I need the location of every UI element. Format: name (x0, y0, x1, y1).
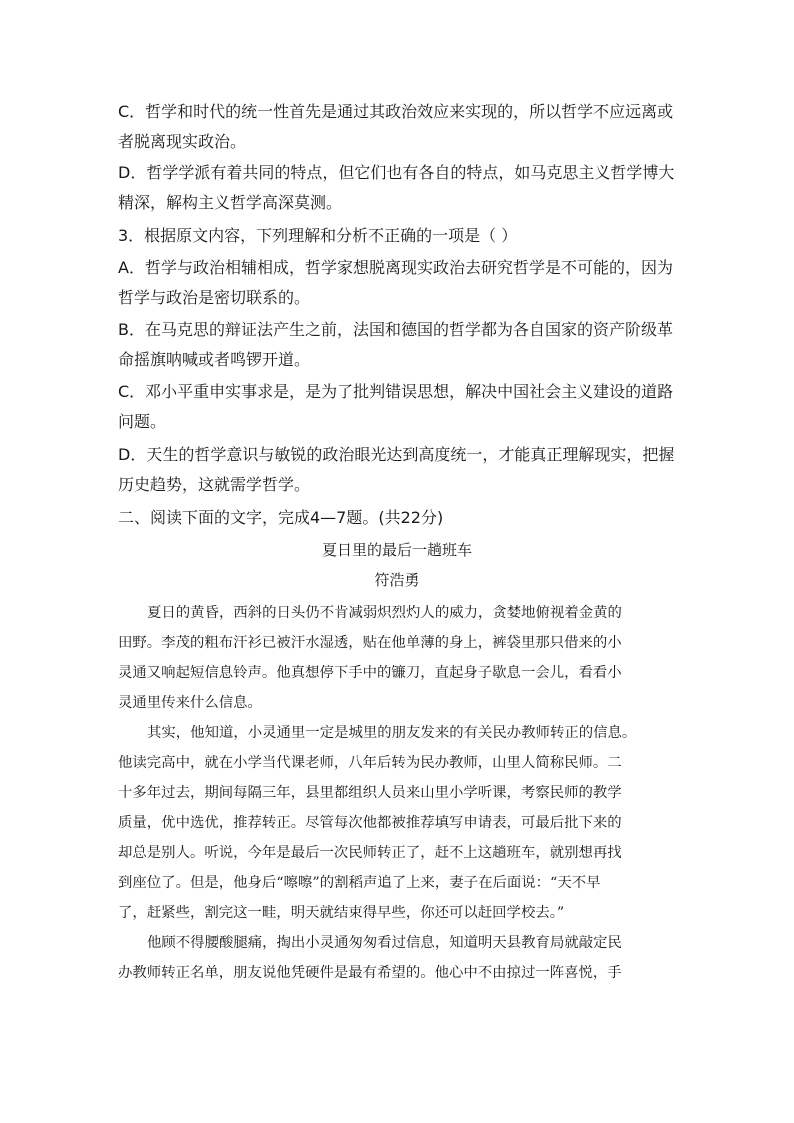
text-line: D．天生的哲学意识与敏锐的政治眼光达到高度统一，才能真正理解现实，把握 (118, 445, 675, 464)
question-3-stem: 3．根据原文内容，下列理解和分析不正确的一项是（ ） (118, 226, 518, 245)
option-c-prev (118, 97, 678, 157)
text-line: 灵通里传来什么信息。 (118, 695, 262, 711)
story-body (118, 598, 678, 988)
section-heading: 二、阅读下面的文字，完成4—7题。(共22分) (118, 508, 444, 527)
text-line: 命摇旗呐喊或者鸣锣开道。 (118, 350, 311, 369)
text-line: 者脱离现实政治。 (118, 132, 247, 151)
text-line: 田野。李茂的粗布汗衫已被汗水湿透，贴在他单薄的身上，裤袋里那只借来的小 (118, 635, 622, 651)
text-line: 夏日的黄昏，西斜的日头仍不肯减弱炽烈灼人的威力，贪婪地俯视着金黄的 (147, 605, 622, 621)
text-line: 他读完高中，就在小学当代课老师，八年后转为民办教师，山里人简称民师。二 (118, 755, 622, 771)
story-paragraph (118, 718, 678, 928)
text-line: 问题。 (118, 412, 167, 431)
text-line: 办教师转正名单，朋友说他凭硬件是最有希望的。他心中不由掠过一阵喜悦，手 (118, 965, 622, 981)
story-title: 夏日里的最后一趟班车 (321, 541, 472, 559)
question-3-option-a (118, 253, 678, 313)
text-line: D．哲学学派有着共同的特点，但它们也有各自的特点，如马克思主义哲学博大 (118, 163, 675, 182)
text-line: B．在马克思的辩证法产生之前，法国和德国的哲学都为各自国家的资产阶级革 (118, 320, 673, 339)
text-line: 历史趋势，这就需学哲学。 (118, 475, 311, 494)
text-line: 哲学与政治是密切联系的。 (118, 288, 311, 307)
question-3-option-b (118, 315, 678, 375)
text-line: C．邓小平重申实事求是，是为了批判错误思想，解决中国社会主义建设的道路 (118, 382, 674, 401)
text-line: 到座位了。但是，他身后“嚓嚓”的割稻声追了上来，妻子在后面说：“天不早 (118, 875, 601, 891)
text-line: 却总是别人。听说，今年是最后一次民师转正了，赶不上这趟班车，就别想再找 (118, 845, 622, 861)
story-paragraph (118, 928, 678, 988)
story-author: 符浩勇 (374, 571, 420, 589)
text-line: 其实，他知道，小灵通里一定是城里的朋友发来的有关民办教师转正的信息。 (147, 725, 637, 741)
text-line: 他顾不得腰酸腿痛，掏出小灵通匆匆看过信息，知道明天县教育局就敲定民 (147, 935, 622, 951)
text-line: 十多年过去，期间每隔三年，县里都组织人员来山里小学听课，考察民师的教学 (118, 785, 622, 801)
text-line: 质量，优中选优，推荐转正。尽管每次他都被推荐填写申请表，可最后批下来的 (118, 815, 622, 831)
option-d-prev (118, 158, 678, 218)
story-paragraph (118, 598, 678, 718)
text-line: 灵通又响起短信息铃声。他真想停下手中的镰刀，直起身子歇息一会儿，看看小 (118, 665, 622, 681)
question-3-option-c (118, 377, 678, 437)
text-line: 精深，解构主义哲学高深莫测。 (118, 193, 343, 212)
text-line: 了，赶紧些，割完这一畦，明天就结束得早些，你还可以赶回学校去。” (118, 905, 565, 921)
question-3-option-d (118, 440, 678, 500)
text-line: A．哲学与政治相辅相成，哲学家想脱离现实政治去研究哲学是不可能的，因为 (118, 258, 673, 277)
text-line: C．哲学和时代的统一性首先是通过其政治效应来实现的，所以哲学不应远离或 (118, 102, 674, 121)
